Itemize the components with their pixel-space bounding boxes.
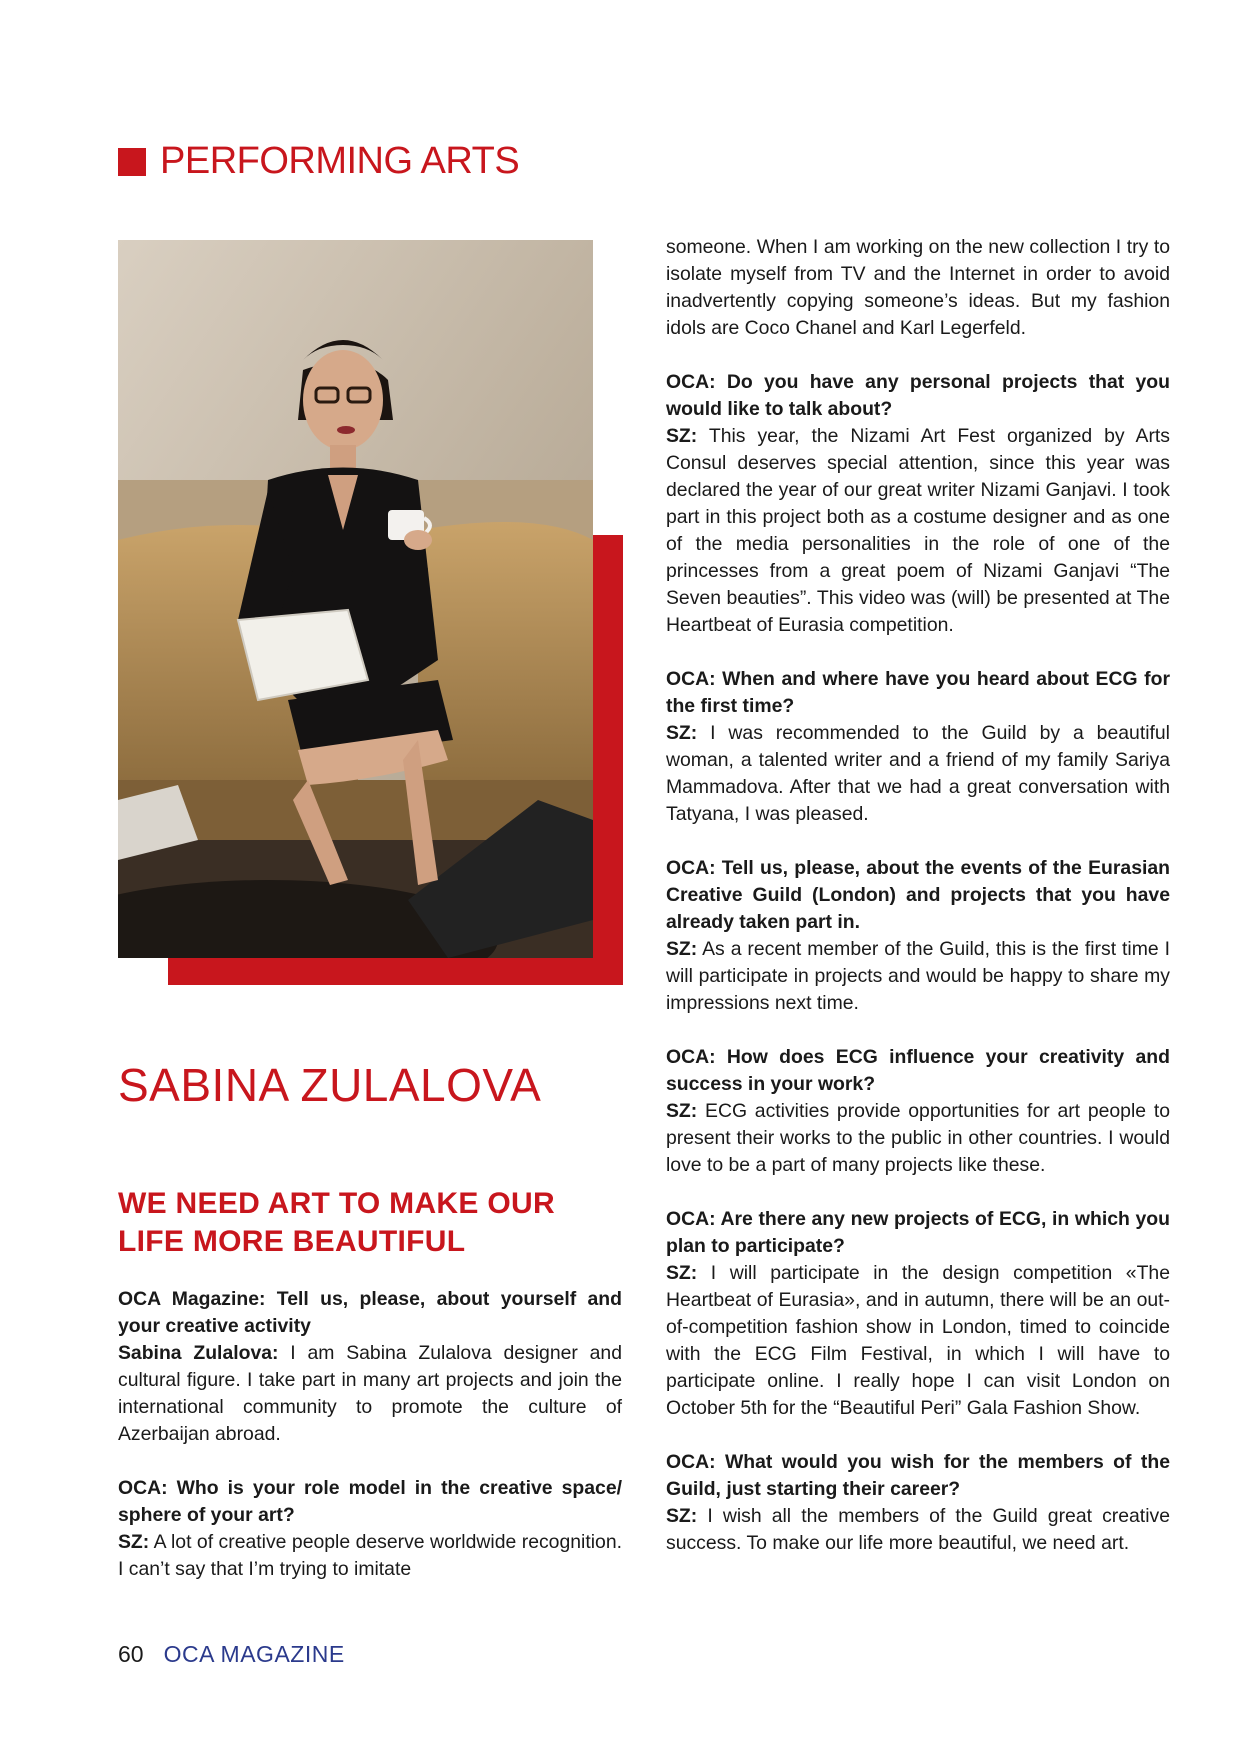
portrait-illustration [118, 240, 593, 958]
portrait-photo [118, 240, 593, 958]
answer: A lot of creative people deserve worldwide recognition. I can’t say that I’m trying to imitate [118, 1531, 622, 1580]
answer: As a recent member of the Guild, this is the first time I will participate in projects and would be happy to share my impressions next time. [666, 938, 1170, 1014]
qa-item [666, 1044, 1170, 1179]
qa-item [666, 666, 1170, 828]
question: OCA: How does ECG influence your creativity and success in your work? [666, 1046, 1170, 1095]
question: OCA: When and where have you heard about ECG for the first time? [666, 668, 1170, 717]
page-number: 60 [118, 1641, 144, 1667]
answer-continuation: someone. When I am working on the new collection I try to isolate myself from TV and the Internet in order to avoid inadvertently copying someone’s ideas. But my fashion idols are Coco Chanel and Karl Legerfeld. [666, 236, 1170, 339]
magazine-name: OCA MAGAZINE [163, 1641, 345, 1667]
speaker-label: SZ: [666, 425, 698, 447]
question: OCA: Are there any new projects of ECG, in which you plan to participate? [666, 1208, 1170, 1257]
qa-item [666, 1449, 1170, 1557]
speaker-label: Sabina Zulalova: [118, 1342, 279, 1364]
speaker-label: SZ: [666, 1100, 698, 1122]
qa-item [118, 1475, 622, 1583]
right-column [666, 234, 1170, 1557]
answer: This year, the Nizami Art Fest organized by Arts Consul deserves special attention, since this year was declared the year of our great writer Nizami Ganjavi. I took part in this project both as a costume designer and as one of the media personalities in the role of one of the princesses from a great poem of Nizami Ganjavi “The Seven beauties”. This video was (will) be presented at The Heartbeat of Eurasia competition. [666, 425, 1170, 636]
speaker-label: SZ: [118, 1531, 150, 1553]
page-footer [118, 1641, 345, 1668]
qa-item [666, 855, 1170, 1017]
question: OCA Magazine: Tell us, please, about yourself and your creative activity [118, 1288, 622, 1337]
answer: I am Sabina Zulalova designer and cultural figure. I take part in many art projects and join the international community to promote the culture of Azerbaijan abroad. [118, 1342, 622, 1445]
section-label: PERFORMING ARTS [160, 140, 520, 182]
section-marker-square [118, 148, 146, 176]
question: OCA: Do you have any personal projects that you would like to talk about? [666, 371, 1170, 420]
answer: ECG activities provide opportunities for art people to present their works to the public in other countries. I would love to be a part of many projects like these. [666, 1100, 1170, 1176]
question: OCA: Tell us, please, about the events of the Eurasian Creative Guild (London) and projects that you have already taken part in. [666, 857, 1170, 933]
qa-item [666, 369, 1170, 639]
speaker-label: SZ: [666, 1262, 698, 1284]
answer: I wish all the members of the Guild great creative success. To make our life more beautiful, we need art. [666, 1505, 1170, 1554]
interviewee-name: SABINA ZULALOVA [118, 1059, 542, 1111]
qa-item [118, 1286, 622, 1448]
photo-frame [118, 240, 623, 985]
article-headline: WE NEED ART TO MAKE OUR LIFE MORE BEAUTIFUL [118, 1187, 555, 1258]
section-header [118, 140, 519, 183]
speaker-label: SZ: [666, 938, 698, 960]
speaker-label: SZ: [666, 722, 698, 744]
speaker-label: SZ: [666, 1505, 698, 1527]
question: OCA: What would you wish for the members of the Guild, just starting their career? [666, 1451, 1170, 1500]
question: OCA: Who is your role model in the creative space/ sphere of your art? [118, 1477, 622, 1526]
left-column [118, 1286, 622, 1583]
answer: I was recommended to the Guild by a beautiful woman, a talented writer and a friend of my family Sariya Mammadova. After that we had a great conversation with Tatyana, I was pleased. [666, 722, 1170, 825]
qa-item [666, 1206, 1170, 1422]
answer: I will participate in the design competition «The Heartbeat of Eurasia», and in autumn, there will be an out-of-competition fashion show in London, timed to coincide with the ECG Film Festival, in which I will have to participate online. I really hope I can visit London on October 5th for the “Beautiful Peri” Gala Fashion Show. [666, 1262, 1170, 1419]
